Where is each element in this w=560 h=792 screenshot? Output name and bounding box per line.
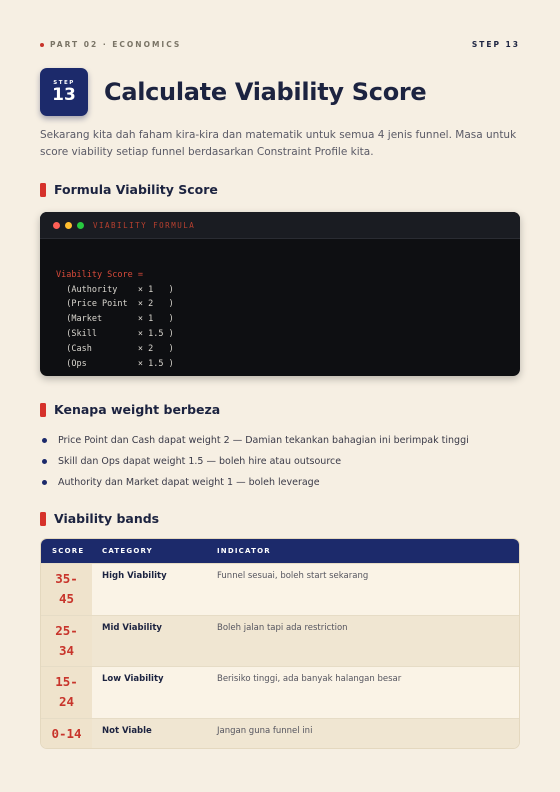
table-row — [41, 563, 519, 615]
formula-section-heading — [40, 182, 218, 197]
list-item-text: Skill dan Ops dapat weight 1.5 — boleh hire atau outsource — [58, 456, 342, 467]
step-badge-label: STEP — [53, 80, 75, 86]
section-marker-icon — [40, 403, 46, 417]
category-cell: Not Viable — [102, 725, 152, 736]
formula-line: (Ops × 1.5 ) — [56, 358, 174, 369]
step-badge-number: 13 — [52, 85, 76, 105]
column-header-score: SCORE — [52, 547, 85, 555]
indicator-cell: Boleh jalan tapi ada restriction — [217, 622, 348, 633]
score-cell: 0-14 — [41, 719, 92, 749]
indicator-cell: Funnel sesuai, boleh start sekarang — [217, 571, 369, 581]
intro-paragraph: Sekarang kita dah faham kira-kira dan matematik untuk semua 4 jenis funnel. Masa untuk score viability setiap funnel berdasarkan Constraint Profile kita. — [40, 129, 517, 158]
table-row — [41, 615, 519, 667]
weights-heading-text: Kenapa weight berbeza — [54, 402, 221, 417]
list-item — [42, 451, 469, 472]
bands-heading-text: Viability bands — [54, 511, 160, 526]
column-header-category: CATEGORY — [102, 547, 153, 555]
section-marker-icon — [40, 183, 46, 197]
bullet-icon — [42, 480, 47, 485]
terminal-body — [40, 239, 520, 376]
formula-line: (Skill × 1.5 ) — [56, 328, 174, 339]
window-close-dot-icon — [53, 222, 60, 229]
indicator-cell: Jangan guna funnel ini — [217, 725, 313, 736]
terminal-label: VIABILITY FORMULA — [93, 220, 196, 230]
list-item-text: Price Point dan Cash dapat weight 2 — Damian tekankan bahagian ini berimpak tinggi — [58, 435, 469, 446]
score-cell: 35-45 — [41, 564, 92, 615]
viability-bands-table — [40, 538, 520, 749]
table-row — [41, 718, 519, 749]
category-cell: High Viability — [102, 571, 167, 581]
terminal-header — [40, 212, 520, 239]
bullet-icon — [42, 438, 47, 443]
score-cell: 15-24 — [41, 667, 92, 718]
window-maximize-dot-icon — [77, 222, 84, 229]
list-item-text: Authority dan Market dapat weight 1 — boleh leverage — [58, 477, 320, 488]
section-text: PART 02 · ECONOMICS — [50, 40, 182, 49]
section-marker-icon — [40, 512, 46, 526]
red-dot-icon — [40, 43, 44, 47]
column-header-indicator: INDICATOR — [217, 547, 271, 555]
page-title: Calculate Viability Score — [104, 78, 427, 106]
list-item — [42, 430, 469, 451]
formula-terminal — [40, 212, 520, 376]
formula-heading-text: Formula Viability Score — [54, 182, 218, 197]
list-item — [42, 472, 469, 493]
score-cell: 25-34 — [41, 616, 92, 667]
page-header — [40, 40, 520, 49]
table-header — [41, 539, 519, 563]
formula-line: (Cash × 2 ) — [56, 343, 174, 354]
weights-list — [42, 430, 469, 493]
step-badge — [40, 68, 88, 116]
window-minimize-dot-icon — [65, 222, 72, 229]
bands-section-heading — [40, 511, 159, 526]
category-cell: Mid Viability — [102, 622, 162, 633]
section-label — [40, 40, 181, 49]
formula-line: (Authority × 1 ) — [56, 284, 174, 295]
step-label: STEP 13 — [471, 40, 520, 49]
indicator-cell: Berisiko tinggi, ada banyak halangan besar — [217, 674, 402, 684]
formula-line: (Market × 1 ) — [56, 314, 174, 325]
category-cell: Low Viability — [102, 674, 164, 684]
bullet-icon — [42, 459, 47, 464]
formula-line: (Price Point × 2 ) — [56, 299, 174, 310]
weights-section-heading — [40, 402, 220, 417]
formula-first-line: Viability Score = — [56, 269, 143, 280]
table-row — [41, 666, 519, 718]
title-row — [40, 68, 426, 116]
